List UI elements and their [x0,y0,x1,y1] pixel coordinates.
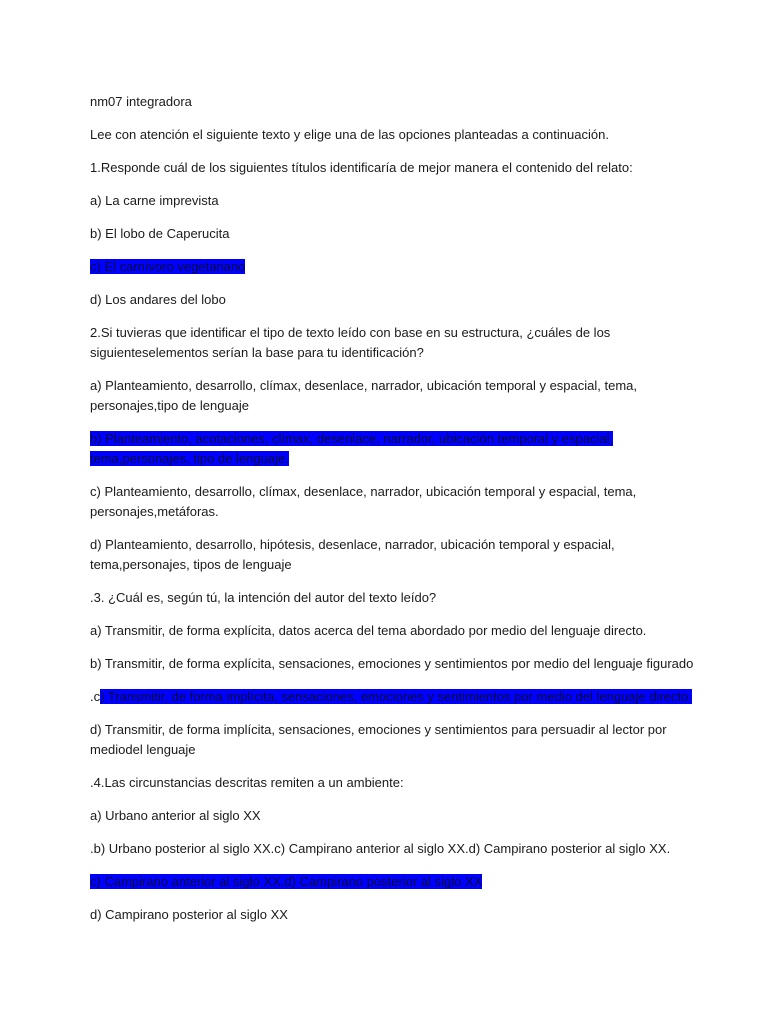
highlight-span: ) Transmitir, de forma implícita, sensaciones, emociones y sentimientos por medio del lenguaje directo. [100,689,692,704]
q4-option-c-highlighted [90,872,482,892]
q2-option-b-highlighted-line-1 [90,429,613,449]
q3-option-d-line-2: mediodel lenguaje [90,742,196,757]
q2-option-c-line-1: c) Planteamiento, desarrollo, clímax, desenlace, narrador, ubicación temporal y espacial, tema, [90,484,637,499]
q3-option-b: b) Transmitir, de forma explícita, sensaciones, emociones y sentimientos por medio del lenguaje figurado [90,656,694,671]
q1-option-b: b) El lobo de Caperucita [90,226,230,241]
q3-option-c-prefix: .c [90,689,101,704]
question-2-prompt-line-1: 2.Si tuvieras que identificar el tipo de texto leído con base en su estructura, ¿cuáles de los [90,325,611,340]
q2-option-b-highlighted-line-2 [90,449,289,469]
q2-option-d-line-2: tema,personajes, tipos de lenguaje [90,557,292,572]
q1-option-c-highlighted [90,257,245,277]
q3-option-d-line-1: d) Transmitir, de forma implícita, sensaciones, emociones y sentimientos para persuadir al lector por [90,722,667,737]
highlight-span: tema,personajes, tipo de lenguaje. [90,451,289,466]
q3-option-a: a) Transmitir, de forma explícita, datos acerca del tema abordado por medio del lenguaje directo. [90,623,647,638]
q2-option-a-line-1: a) Planteamiento, desarrollo, clímax, desenlace, narrador, ubicación temporal y espacial, tema, [90,378,638,393]
q3-option-c-highlighted [90,687,692,707]
highlight-span: c) Campirano anterior al siglo XX.d) Campirano posterior al siglo XX [90,874,483,889]
highlight-span: b) Planteamiento, acotaciones, clímax, desenlace, narrador, ubicación temporal y espacial, [90,431,614,446]
question-3-prompt: .3. ¿Cuál es, según tú, la intención del autor del texto leído? [90,590,437,605]
instructions: Lee con atención el siguiente texto y elige una de las opciones planteadas a continuación. [90,127,609,142]
q4-option-a: a) Urbano anterior al siglo XX [90,808,261,823]
question-2-prompt-line-2: siguienteselementos serían la base para tu identificación? [90,345,424,360]
q2-option-d-line-1: d) Planteamiento, desarrollo, hipótesis, desenlace, narrador, ubicación temporal y espacial, [90,537,615,552]
q1-option-a: a) La carne imprevista [90,193,219,208]
q4-option-d: d) Campirano posterior al siglo XX [90,907,288,922]
question-1-prompt: 1.Responde cuál de los siguientes títulos identificaría de mejor manera el contenido del relato: [90,160,633,175]
question-4-prompt: .4.Las circunstancias descritas remiten a un ambiente: [90,775,404,790]
document-title: nm07 integradora [90,94,192,109]
q4-option-b: .b) Urbano posterior al siglo XX.c) Campirano anterior al siglo XX.d) Campirano posterior al siglo XX. [90,841,671,856]
highlight-span: c) El carnívoro vegetariano [90,259,246,274]
q1-option-d: d) Los andares del lobo [90,292,226,307]
q2-option-a-line-2: personajes,tipo de lenguaje [90,398,250,413]
q2-option-c-line-2: personajes,metáforas. [90,504,219,519]
